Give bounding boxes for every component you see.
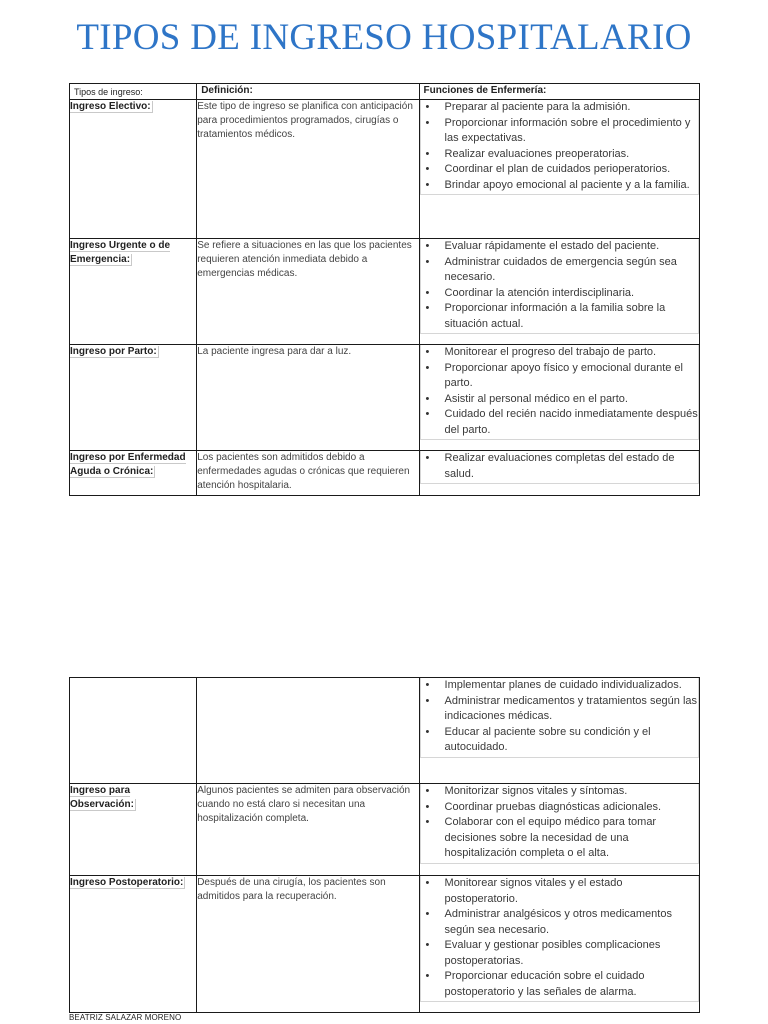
header-definicion: Definición: [197, 84, 419, 100]
bullet-icon: • [425, 302, 430, 314]
list-item [425, 451, 698, 482]
list-item [425, 938, 698, 969]
bullet-icon: • [425, 147, 430, 160]
bullet-icon: • [425, 255, 430, 268]
funciones-cell [419, 678, 699, 784]
bullet-icon: • [425, 392, 430, 405]
list-item [425, 239, 698, 255]
list-item-text: Proporcionar información a la familia sobre la situación actual. [444, 302, 666, 330]
ingreso-table-1 [69, 83, 700, 496]
bullet-icon: • [425, 694, 430, 707]
list-item [425, 784, 698, 800]
bullet-icon: • [425, 286, 430, 299]
tipo-cell [70, 678, 197, 784]
list-item-text: Proporcionar información sobre el procedimiento y las expectativas. [444, 116, 691, 144]
list-item-text: Proporcionar educación sobre el cuidado postoperatorio y las señales de alarma. [444, 970, 645, 998]
list-item [425, 178, 698, 194]
funciones-box [420, 451, 699, 484]
bullet-icon: • [425, 408, 430, 420]
author-footer: BEATRIZ SALAZAR MORENO [69, 1013, 182, 1022]
list-item [425, 100, 698, 116]
list-item-text: Administrar analgésicos y otros medicamentos según sea necesario. [444, 908, 672, 936]
bullet-icon: • [425, 800, 430, 813]
list-item [425, 361, 698, 392]
bullet-icon: • [425, 101, 430, 113]
table-row [70, 784, 700, 876]
list-item-text: Realizar evaluaciones preoperatorias. [444, 147, 630, 160]
funciones-list [421, 876, 698, 1000]
tipo-label: Ingreso Electivo: [70, 101, 151, 112]
header-funciones: Funciones de Enfermería: [419, 84, 699, 100]
list-item [425, 301, 698, 332]
bullet-icon: • [425, 240, 430, 252]
list-item-text: Colaborar con el equipo médico para tomar decisiones sobre la necesidad de una hospitalización completa o el alta. [444, 816, 657, 859]
definicion-cell: La paciente ingresa para dar a luz. [197, 345, 419, 451]
list-item [425, 876, 698, 907]
bullet-icon: • [425, 939, 430, 951]
bullet-icon: • [425, 116, 430, 129]
table-row [70, 876, 700, 1013]
funciones-box [420, 678, 699, 758]
list-item-text: Coordinar la atención interdisciplinaria. [444, 286, 635, 299]
list-item-text: Coordinar pruebas diagnósticas adicionales. [444, 800, 661, 813]
table-header-row [70, 84, 700, 100]
list-item-text: Brindar apoyo emocional al paciente y a la familia. [444, 178, 690, 191]
list-item-text: Educar al paciente sobre su condición y el autocuidado. [444, 725, 651, 753]
bullet-icon: • [425, 785, 430, 797]
funciones-list [421, 100, 698, 193]
list-item-text: Cuidado del recién nacido inmediatamente después del parto. [444, 408, 698, 436]
list-item [425, 392, 698, 408]
funciones-list [421, 451, 698, 482]
bullet-icon: • [425, 163, 430, 175]
funciones-cell [419, 451, 699, 496]
funciones-cell [419, 876, 699, 1013]
list-item-text: Evaluar rápidamente el estado del paciente. [444, 240, 660, 252]
tipo-label: Ingreso Postoperatorio: [70, 877, 184, 888]
funciones-box [420, 784, 699, 864]
definicion-cell [197, 678, 419, 784]
list-item [425, 407, 698, 438]
definicion-cell: Los pacientes son admitidos debido a enfermedades agudas o crónicas que requieren atención hospitalaria. [197, 451, 419, 496]
list-item [425, 725, 698, 756]
tipo-cell [70, 784, 197, 876]
list-item-text: Preparar al paciente para la admisión. [444, 101, 631, 113]
list-item [425, 694, 698, 725]
list-item-text: Realizar evaluaciones completas del estado de salud. [444, 452, 675, 480]
list-item-text: Monitorear signos vitales y el estado postoperatorio. [444, 877, 623, 905]
list-item-text: Asistir al personal médico en el parto. [444, 392, 628, 405]
bullet-icon: • [425, 816, 430, 828]
bullet-icon: • [425, 361, 430, 374]
list-item [425, 678, 698, 694]
tipo-label: Ingreso Urgente o de Emergencia: [70, 240, 171, 265]
list-item-text: Administrar cuidados de emergencia según sea necesario. [444, 255, 677, 283]
definicion-cell: Este tipo de ingreso se planifica con anticipación para procedimientos programados, cirugías o tratamientos médicos. [197, 100, 419, 239]
list-item [425, 255, 698, 286]
bullet-icon: • [425, 452, 430, 464]
funciones-list [421, 239, 698, 332]
bullet-icon: • [425, 970, 430, 982]
tipo-label: Ingreso por Parto: [70, 346, 157, 357]
table-row [70, 451, 700, 496]
funciones-cell [419, 345, 699, 451]
definicion-cell: Después de una cirugía, los pacientes son admitidos para la recuperación. [197, 876, 419, 1013]
tipo-cell [70, 876, 197, 1013]
table-row [70, 239, 700, 345]
bullet-icon: • [425, 679, 430, 691]
list-item [425, 969, 698, 1000]
list-item [425, 162, 698, 178]
funciones-box [420, 239, 699, 334]
page-title: TIPOS DE INGRESO HOSPITALARIO [76, 17, 692, 58]
table-row [70, 678, 700, 784]
tipo-label: Ingreso para Observación: [70, 785, 134, 810]
list-item [425, 147, 698, 163]
list-item [425, 286, 698, 302]
list-item [425, 907, 698, 938]
list-item [425, 815, 698, 862]
list-item-text: Evaluar y gestionar posibles complicaciones postoperatorias. [444, 939, 661, 967]
bullet-icon: • [425, 346, 430, 358]
ingreso-table-2 [69, 677, 700, 1013]
list-item-text: Proporcionar apoyo físico y emocional durante el parto. [444, 361, 683, 389]
list-item [425, 800, 698, 816]
bullet-icon: • [425, 908, 430, 920]
list-item-text: Monitorizar signos vitales y síntomas. [444, 785, 628, 797]
bullet-icon: • [425, 877, 430, 889]
funciones-cell [419, 239, 699, 345]
bullet-icon: • [425, 725, 430, 738]
bullet-icon: • [425, 178, 430, 191]
funciones-cell [419, 784, 699, 876]
funciones-cell [419, 100, 699, 239]
tipo-cell [70, 239, 197, 345]
tipo-cell [70, 100, 197, 239]
definicion-cell: Se refiere a situaciones en las que los pacientes requieren atención inmediata debido a emergencias médicas. [197, 239, 419, 345]
table-row [70, 345, 700, 451]
header-tipos: Tipos de ingreso: [70, 84, 197, 100]
funciones-list [421, 784, 698, 862]
definicion-cell: Algunos pacientes se admiten para observación cuando no está claro si necesitan una hospitalización completa. [197, 784, 419, 876]
funciones-list [421, 678, 698, 756]
list-item-text: Coordinar el plan de cuidados perioperatorios. [444, 163, 671, 175]
tipo-cell [70, 345, 197, 451]
table-row [70, 100, 700, 239]
funciones-box [420, 100, 699, 195]
tipo-label: Ingreso por Enfermedad Aguda o Crónica: [70, 452, 186, 477]
funciones-list [421, 345, 698, 438]
funciones-box [420, 345, 699, 440]
list-item [425, 116, 698, 147]
funciones-box [420, 876, 699, 1002]
list-item [425, 345, 698, 361]
list-item-text: Administrar medicamentos y tratamientos según las indicaciones médicas. [444, 694, 698, 722]
tipo-cell [70, 451, 197, 496]
list-item-text: Monitorear el progreso del trabajo de parto. [444, 346, 657, 358]
list-item-text: Implementar planes de cuidado individualizados. [444, 679, 682, 691]
